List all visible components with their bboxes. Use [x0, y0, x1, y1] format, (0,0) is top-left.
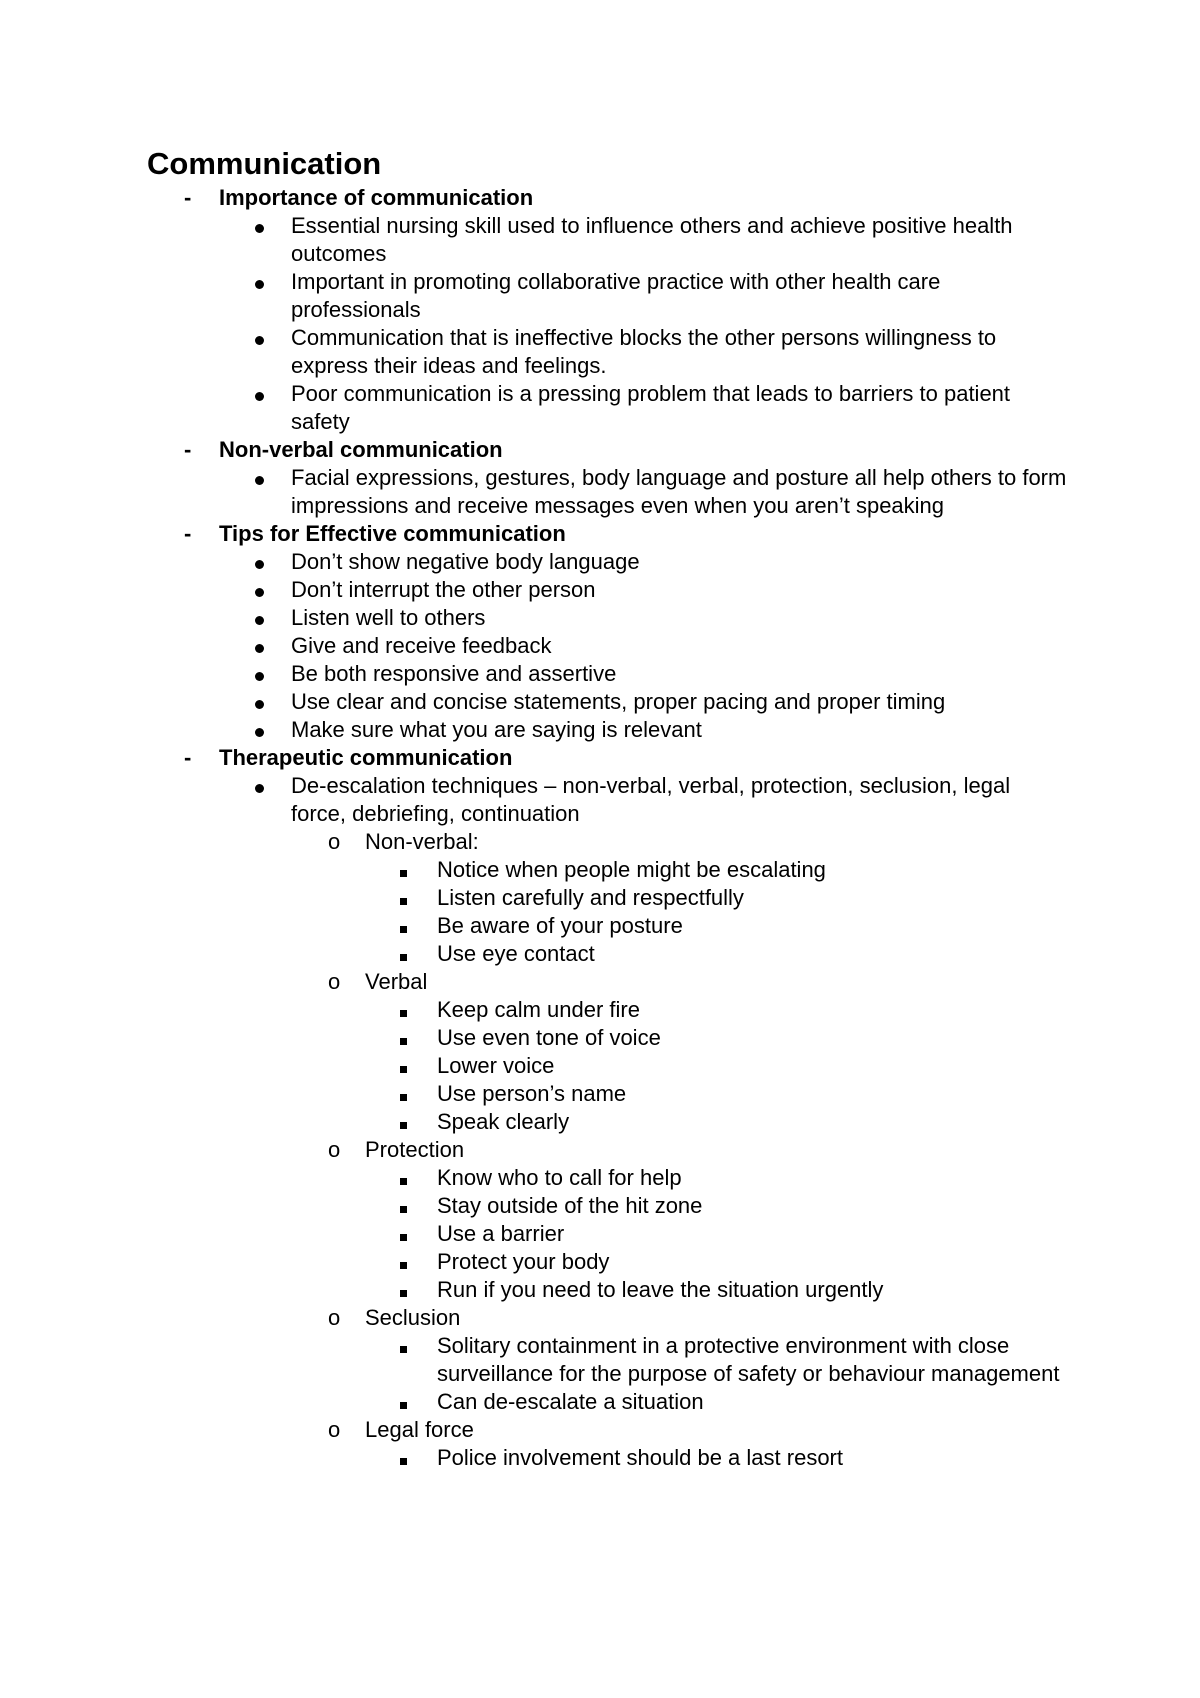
square-bullet-icon: [400, 1248, 407, 1276]
line-text: Use clear and concise statements, proper pacing and proper timing: [291, 689, 946, 714]
line-text: Protection: [365, 1137, 465, 1162]
bullet-dot-icon: [255, 548, 264, 576]
sub-bullet-item: [147, 1080, 1067, 1108]
line-text: Listen carefully and respectfully: [437, 885, 744, 910]
document-page: [147, 144, 1067, 1472]
line-text: Essential nursing skill used to influence others and achieve positive health outcomes: [291, 213, 1013, 266]
square-bullet-icon: [400, 1388, 407, 1416]
bullet-dot-icon: [255, 380, 264, 408]
sub-bullet-item: [147, 912, 1067, 940]
bullet-item: [147, 576, 1067, 604]
bullet-item: [147, 688, 1067, 716]
line-text: Be aware of your posture: [437, 913, 683, 938]
bullet-item: [147, 632, 1067, 660]
sub-bullet-item: [147, 1052, 1067, 1080]
line-text: Give and receive feedback: [291, 633, 552, 658]
line-text: Speak clearly: [437, 1109, 570, 1134]
line-text: Make sure what you are saying is relevant: [291, 717, 702, 742]
line-text: Notice when people might be escalating: [437, 857, 826, 882]
bullet-dot-icon: [255, 464, 264, 492]
sub-bullet-item: [147, 856, 1067, 884]
line-text: Therapeutic communication: [219, 745, 513, 770]
line-text: Seclusion: [365, 1305, 461, 1330]
line-text: Don’t show negative body language: [291, 549, 640, 574]
section-heading: [147, 436, 1067, 464]
line-text: Tips for Effective communication: [219, 521, 566, 546]
document-title: Communication: [147, 146, 382, 181]
sub-heading: [147, 1416, 1067, 1444]
bullet-item: [147, 660, 1067, 688]
bullet-item: [147, 548, 1067, 576]
line-text: Protect your body: [437, 1249, 610, 1274]
square-bullet-icon: [400, 1276, 407, 1304]
bullet-item: [147, 212, 1067, 268]
sub-heading: [147, 968, 1067, 996]
bullet-item: [147, 772, 1067, 828]
line-text: Stay outside of the hit zone: [437, 1193, 703, 1218]
square-bullet-icon: [400, 1108, 407, 1136]
bullet-dot-icon: [255, 604, 264, 632]
sub-bullet-item: [147, 1276, 1067, 1304]
circle-marker-icon: o: [328, 1417, 341, 1442]
line-text: Poor communication is a pressing problem that leads to barriers to patient safety: [291, 381, 1011, 434]
sub-bullet-item: [147, 1220, 1067, 1248]
line-text: Keep calm under fire: [437, 997, 640, 1022]
line-text: Non-verbal communication: [219, 437, 503, 462]
bullet-item: [147, 268, 1067, 324]
square-bullet-icon: [400, 1024, 407, 1052]
line-text: Use a barrier: [437, 1221, 565, 1246]
dash-marker: -: [184, 185, 192, 210]
section-heading: [147, 184, 1067, 212]
line-text: Be both responsive and assertive: [291, 661, 617, 686]
outline-list: [147, 184, 1067, 1472]
bullet-item: [147, 604, 1067, 632]
line-text: Communication that is ineffective blocks the other persons willingness to express their ideas and feelings.: [291, 325, 997, 378]
section-heading: [147, 520, 1067, 548]
line-text: De-escalation techniques – non-verbal, verbal, protection, seclusion, legal force, debriefing, continuation: [291, 773, 1011, 826]
bullet-dot-icon: [255, 576, 264, 604]
sub-bullet-item: [147, 1248, 1067, 1276]
sub-bullet-item: [147, 1192, 1067, 1220]
bullet-dot-icon: [255, 660, 264, 688]
dash-marker: -: [184, 745, 192, 770]
sub-bullet-item: [147, 884, 1067, 912]
sub-bullet-item: [147, 1388, 1067, 1416]
sub-heading: [147, 1136, 1067, 1164]
square-bullet-icon: [400, 1332, 407, 1360]
bullet-item: [147, 380, 1067, 436]
line-text: Non-verbal:: [365, 829, 479, 854]
square-bullet-icon: [400, 856, 407, 884]
sub-bullet-item: [147, 996, 1067, 1024]
dash-marker: -: [184, 437, 192, 462]
sub-heading: [147, 828, 1067, 856]
bullet-dot-icon: [255, 688, 264, 716]
bullet-dot-icon: [255, 212, 264, 240]
line-text: Important in promoting collaborative practice with other health care professionals: [291, 269, 941, 322]
line-text: Listen well to others: [291, 605, 486, 630]
sub-bullet-item: [147, 940, 1067, 968]
line-text: Importance of communication: [219, 185, 534, 210]
sub-heading: [147, 1304, 1067, 1332]
line-text: Use even tone of voice: [437, 1025, 661, 1050]
line-text: Police involvement should be a last resort: [437, 1445, 843, 1470]
line-text: Solitary containment in a protective environment with close surveillance for the purpose of safety or behaviour management: [437, 1333, 1060, 1386]
square-bullet-icon: [400, 996, 407, 1024]
bullet-dot-icon: [255, 716, 264, 744]
section-heading: [147, 744, 1067, 772]
line-text: Use eye contact: [437, 941, 595, 966]
sub-bullet-item: [147, 1108, 1067, 1136]
line-text: Use person’s name: [437, 1081, 627, 1106]
line-text: Run if you need to leave the situation urgently: [437, 1277, 884, 1302]
circle-marker-icon: o: [328, 969, 341, 994]
line-text: Don’t interrupt the other person: [291, 577, 596, 602]
square-bullet-icon: [400, 940, 407, 968]
bullet-dot-icon: [255, 772, 264, 800]
bullet-dot-icon: [255, 324, 264, 352]
line-text: Know who to call for help: [437, 1165, 682, 1190]
sub-bullet-item: [147, 1332, 1067, 1388]
line-text: Can de-escalate a situation: [437, 1389, 704, 1414]
circle-marker-icon: o: [328, 1305, 341, 1330]
sub-bullet-item: [147, 1024, 1067, 1052]
square-bullet-icon: [400, 1220, 407, 1248]
line-text: Lower voice: [437, 1053, 555, 1078]
square-bullet-icon: [400, 1052, 407, 1080]
square-bullet-icon: [400, 1444, 407, 1472]
square-bullet-icon: [400, 884, 407, 912]
square-bullet-icon: [400, 912, 407, 940]
sub-bullet-item: [147, 1164, 1067, 1192]
bullet-item: [147, 464, 1067, 520]
line-text: Legal force: [365, 1417, 474, 1442]
circle-marker-icon: o: [328, 1137, 341, 1162]
bullet-dot-icon: [255, 268, 264, 296]
line-text: Verbal: [365, 969, 428, 994]
dash-marker: -: [184, 521, 192, 546]
bullet-item: [147, 716, 1067, 744]
square-bullet-icon: [400, 1192, 407, 1220]
bullet-item: [147, 324, 1067, 380]
sub-bullet-item: [147, 1444, 1067, 1472]
circle-marker-icon: o: [328, 829, 341, 854]
square-bullet-icon: [400, 1164, 407, 1192]
bullet-dot-icon: [255, 632, 264, 660]
square-bullet-icon: [400, 1080, 407, 1108]
line-text: Facial expressions, gestures, body language and posture all help others to form impressions and receive messages even when you aren’t speaking: [291, 465, 1067, 518]
